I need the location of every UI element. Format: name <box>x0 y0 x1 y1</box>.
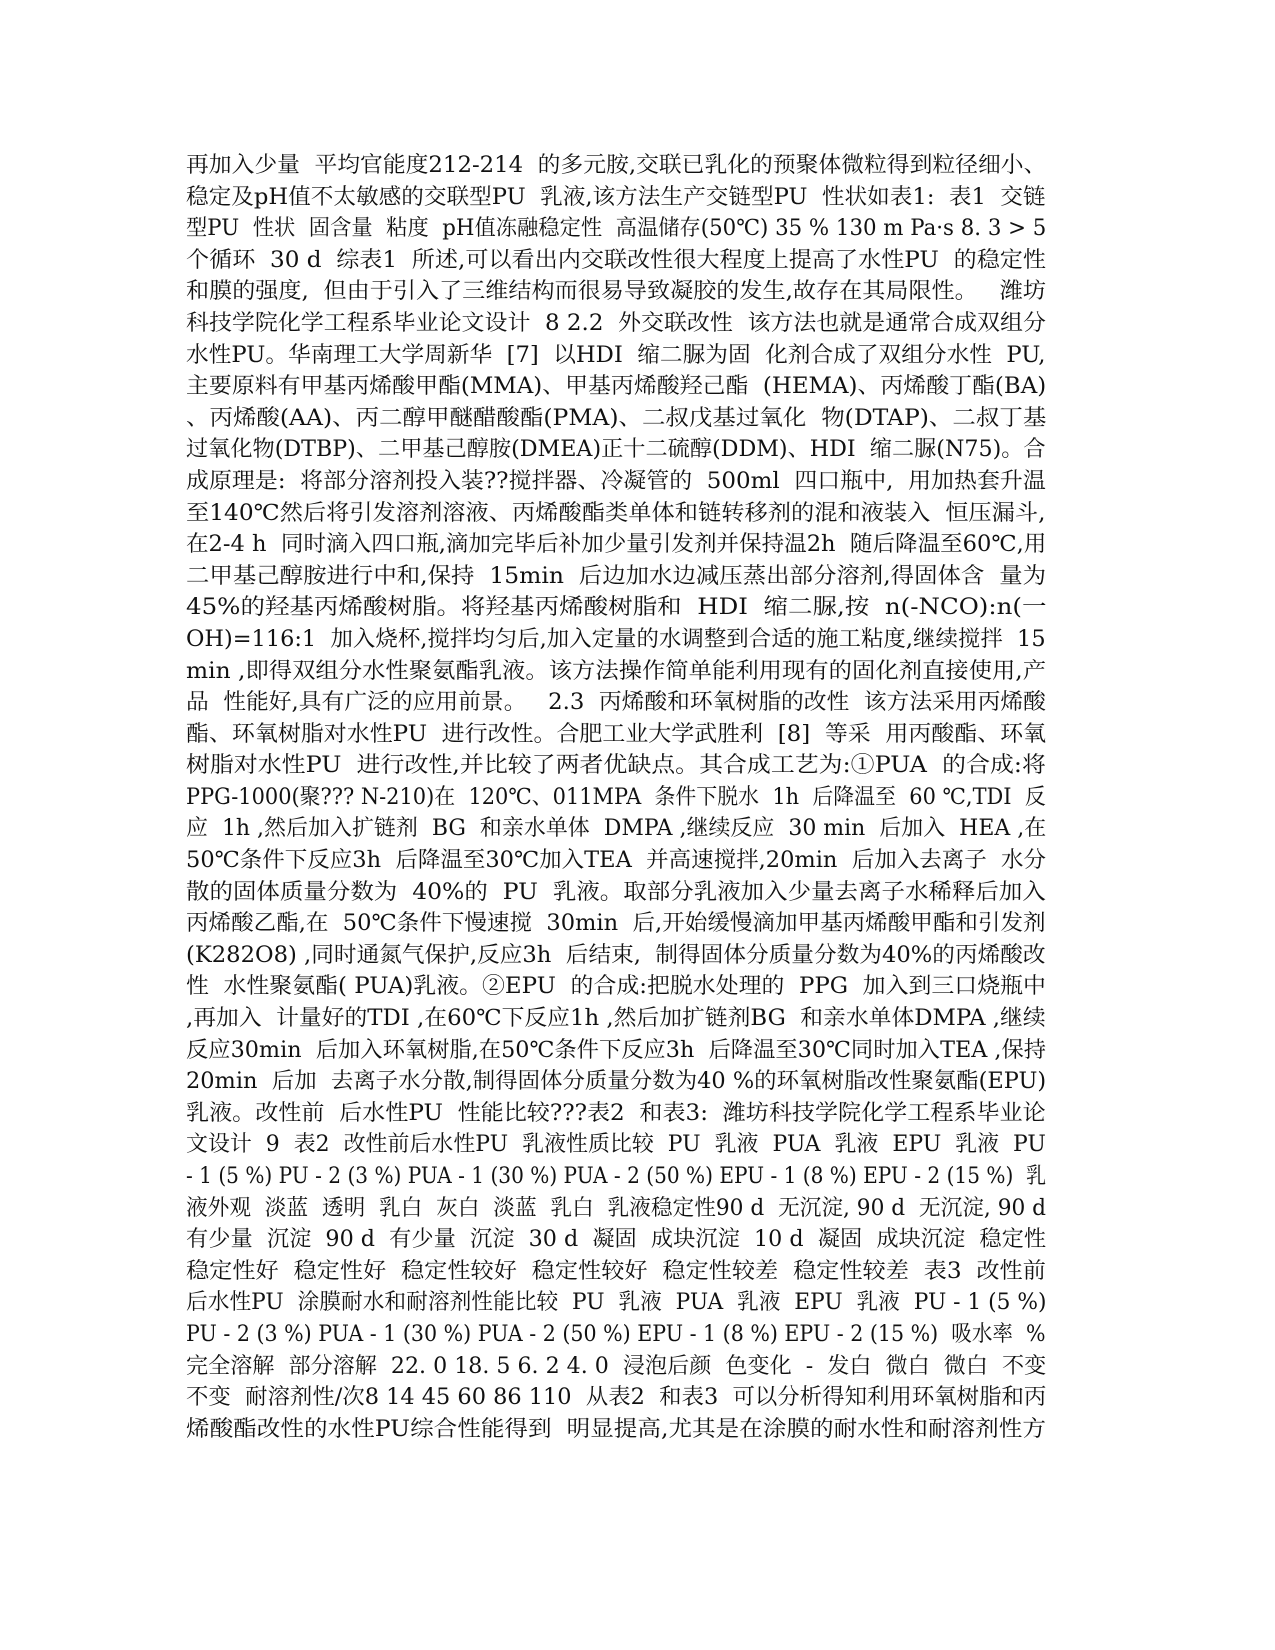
text-line: PPG-1000(聚??? N-210)在 120℃、011MPA 条件下脱水 1h 后降温至 60 ℃,TDI 反 <box>186 784 1046 810</box>
text-line: 稳定及pH值不太敏感的交联型PU 乳液,该方法生产交链型PU 性状如表1: 表1 交链 <box>186 184 1046 210</box>
text-line: 树脂对水性PU 进行改性,并比较了两者优缺点。其合成工艺为:①PUA 的合成:将 <box>186 753 1046 779</box>
text-line: 在2-4 h 同时滴入四口瓶,滴加完毕后补加少量引发剂并保持温2h 随后降温至60℃,用 <box>186 532 1047 558</box>
text-line: 个循环 30 d 综表1 所述,可以看出内交联改性很大程度上提高了水性PU 的稳定性 <box>186 247 1046 273</box>
text-line: PU - 2 (3 %) PUA - 1 (30 %) PUA - 2 (50 %) EPU - 1 (8 %) EPU - 2 (15 %) 吸水率 % <box>186 1321 1046 1347</box>
text-line: - 1 (5 %) PU - 2 (3 %) PUA - 1 (30 %) PUA - 2 (50 %) EPU - 1 (8 %) EPU - 2 (15 %) 乳 <box>186 1164 1047 1189</box>
text-line: 主要原料有甲基丙烯酸甲酯(MMA)、甲基丙烯酸羟己酯 (HEMA)、丙烯酸丁酯(BA) <box>186 374 1047 400</box>
text-line: 成原理是: 将部分溶剂投入装??搅拌器、冷凝管的 500ml 四口瓶中, 用加热套升温 <box>186 468 1046 494</box>
text-line: 和膜的强度, 但由于引入了三维结构而很易导致凝胶的发生,故存在其局限性。 潍坊 <box>186 279 1046 305</box>
text-line: (K282O8) ,同时通氮气保护,反应3h 后结束, 制得固体分质量分数为40%的丙烯酸改 <box>186 942 1046 968</box>
text-line: OH)=116:1 加入烧杯,搅拌均匀后,加入定量的水调整到合适的施工粘度,继续搅拌 15 <box>186 626 1046 652</box>
body-text <box>186 150 1086 1445</box>
text-line: 散的固体质量分数为 40%的 PU 乳液。取部分乳液加入少量去离子水稀释后加入 <box>186 879 1046 905</box>
text-line: 稳定性好 稳定性好 稳定性较好 稳定性较好 稳定性较差 稳定性较差 表3 改性前 <box>186 1258 1046 1284</box>
text-line: 品 性能好,具有广泛的应用前景。 2.3 丙烯酸和环氧树脂的改性 该方法采用丙烯酸 <box>186 690 1046 716</box>
text-line: 50℃条件下反应3h 后降温至30℃加入TEA 并高速搅拌,20min 后加入去离子 水分 <box>186 848 1047 874</box>
text-line: 反应30min 后加入环氧树脂,在50℃条件下反应3h 后降温至30℃同时加入TEA ,保持 <box>186 1037 1047 1063</box>
text-line: 丙烯酸乙酯,在 50℃条件下慢速搅 30min 后,开始缓慢滴加甲基丙烯酸甲酯和引发剂 <box>186 911 1046 937</box>
text-line: 有少量 沉淀 90 d 有少量 沉淀 30 d 凝固 成块沉淀 10 d 凝固 成块沉淀 稳定性 <box>186 1227 1047 1253</box>
text-line: 二甲基己醇胺进行中和,保持 15min 后边加水边减压蒸出部分溶剂,得固体含 量为 <box>186 563 1047 589</box>
text-line: 文设计 9 表2 改性前后水性PU 乳液性质比较 PU 乳液 PUA 乳液 EPU 乳液 PU <box>186 1132 1046 1158</box>
text-line: 应 1h ,然后加入扩链剂 BG 和亲水单体 DMPA ,继续反应 30 min 后加入 HEA ,在 <box>186 816 1047 842</box>
text-line: 乳液。改性前 后水性PU 性能比较???表2 和表3: 潍坊科技学院化学工程系毕业论 <box>186 1100 1046 1126</box>
text-line: 性 水性聚氨酯( PUA)乳液。②EPU 的合成:把脱水处理的 PPG 加入到三口烧瓶中 <box>186 974 1046 1000</box>
text-line: 烯酸酯改性的水性PU综合性能得到 明显提高,尤其是在涂膜的耐水性和耐溶剂性方 <box>186 1416 1046 1442</box>
text-line: 至140℃然后将引发溶剂溶液、丙烯酸酯类单体和链转移剂的混和液装入 恒压漏斗, <box>186 500 1046 526</box>
text-line: min ,即得双组分水性聚氨酯乳液。该方法操作简单能利用现有的固化剂直接使用,产 <box>186 658 1047 684</box>
text-line: 型PU 性状 固含量 粘度 pH值冻融稳定性 高温储存(50℃) 35 % 130 m Pa·s 8. 3 > 5 <box>186 216 1047 242</box>
text-line: ,再加入 计量好的TDI ,在60℃下反应1h ,然后加扩链剂BG 和亲水单体DMPA ,继续 <box>186 1006 1046 1032</box>
text-line: 科技学院化学工程系毕业论文设计 8 2.2 外交联改性 该方法也就是通常合成双组分 <box>186 310 1046 336</box>
text-line: 过氧化物(DTBP)、二甲基己醇胺(DMEA)正十二硫醇(DDM)、HDI 缩二脲(N75)。合 <box>186 437 1046 463</box>
text-line: 完全溶解 部分溶解 22. 0 18. 5 6. 2 4. 0 浸泡后颜 色变化 - 发白 微白 微白 不变 <box>186 1353 1047 1379</box>
text-line: 20min 后加 去离子水分散,制得固体分质量分数为40 %的环氧树脂改性聚氨酯(EPU) <box>186 1069 1047 1095</box>
text-line: 水性PU。华南理工大学周新华 [7] 以HDI 缩二脲为固 化剂合成了双组分水性 PU, <box>186 342 1046 368</box>
text-line: 45%的羟基丙烯酸树脂。将羟基丙烯酸树脂和 HDI 缩二脲,按 n(-NCO):n(一 <box>186 595 1047 621</box>
text-line: 、丙烯酸(AA)、丙二醇甲醚醋酸酯(PMA)、二叔戊基过氧化 物(DTAP)、二叔丁基 <box>186 405 1047 431</box>
text-line: 不变 耐溶剂性/次8 14 45 60 86 110 从表2 和表3 可以分析得知利用环氧树脂和丙 <box>186 1385 1047 1411</box>
text-line: 液外观 淡蓝 透明 乳白 灰白 淡蓝 乳白 乳液稳定性90 d 无沉淀, 90 d 无沉淀, 90 d <box>186 1195 1047 1221</box>
text-line: 后水性PU 涂膜耐水和耐溶剂性能比较 PU 乳液 PUA 乳液 EPU 乳液 PU - 1 (5 %) <box>186 1290 1047 1316</box>
text-line: 再加入少量 平均官能度212-214 的多元胺,交联已乳化的预聚体微粒得到粒径细小、 <box>186 153 1047 178</box>
text-line: 酯、环氧树脂对水性PU 进行改性。合肥工业大学武胜利 [8] 等采 用丙酸酯、环氧 <box>186 721 1047 747</box>
